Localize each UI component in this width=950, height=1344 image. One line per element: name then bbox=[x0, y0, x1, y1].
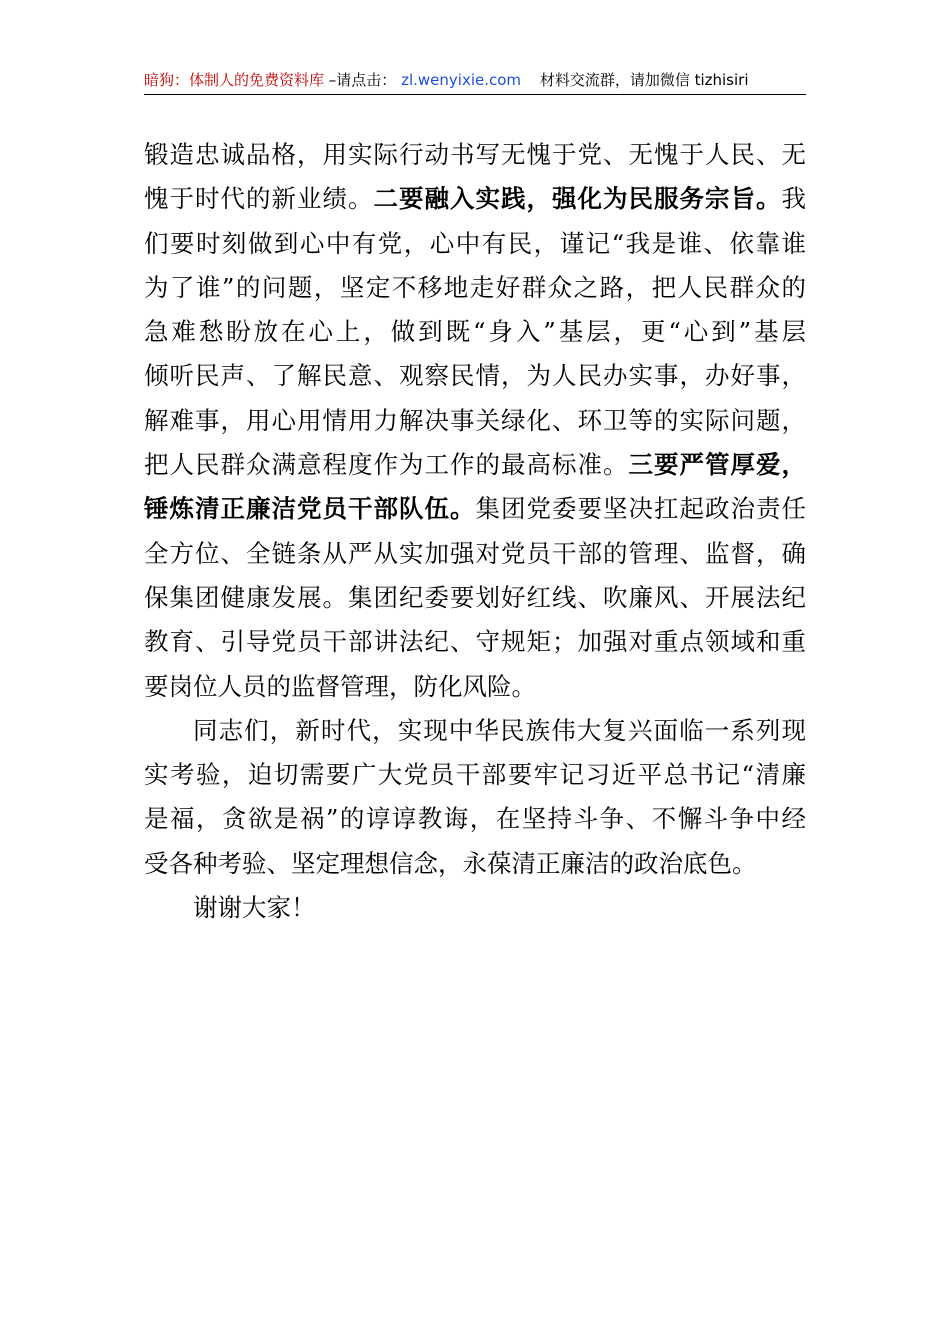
text-run: 把人民群众满意程度作为工作的最高标准。 bbox=[144, 450, 629, 480]
text-line: 受各种考验、坚定理想信念，永葆清正廉洁的政治底色。 bbox=[144, 848, 757, 878]
bold-heading-three-cont: 锤炼清正廉洁党员干部队伍。 bbox=[144, 494, 476, 524]
text-line: 要岗位人员的监督管理，防化风险。 bbox=[144, 671, 536, 701]
text-line: 为了谁”的问题，坚定不移地走好群众之路，把人民群众的 bbox=[144, 272, 806, 302]
text-run: 我 bbox=[781, 184, 806, 214]
page-header bbox=[144, 66, 806, 94]
text-line: 们要时刻做到心中有党，心中有民，谨记“我是谁、依靠谁 bbox=[144, 228, 806, 258]
header-divider bbox=[144, 94, 806, 95]
header-brand: 暗狗：体制人的免费资料库 bbox=[144, 71, 325, 89]
text-line bbox=[144, 177, 806, 221]
text-line: 是福，贪欲是祸”的谆谆教诲，在坚持斗争、不懈斗争中经 bbox=[144, 804, 806, 834]
text-run: 愧于时代的新业绩。 bbox=[144, 184, 374, 214]
header-click-prompt: –请点击： bbox=[328, 71, 397, 89]
text-line: 锻造忠诚品格，用实际行动书写无愧于党、无愧于人民、无 bbox=[144, 140, 806, 169]
text-line: 倾听民声、了解民意、观察民情，为人民办实事，办好事， bbox=[144, 361, 806, 391]
text-line: 解难事，用心用情用力解决事关绿化、环卫等的实际问题， bbox=[144, 405, 806, 435]
text-line bbox=[144, 487, 806, 531]
text-run: 集团党委要坚决扛起政治责任 bbox=[475, 494, 806, 524]
header-wechat-note: 材料交流群，请加微信 tizhisiri bbox=[539, 71, 749, 89]
text-line: 实考验，迫切需要广大党员干部要牢记习近平总书记“清廉 bbox=[144, 760, 806, 790]
bold-heading-three: 三要严管厚爱， bbox=[628, 450, 806, 480]
text-line: 全方位、全链条从严从实加强对党员干部的管理、监督，确 bbox=[144, 538, 806, 568]
text-line: 急难愁盼放在心上，做到既“身入”基层，更“心到”基层 bbox=[144, 317, 806, 347]
text-line: 保集团健康发展。集团纪委要划好红线、吹廉风、开展法纪 bbox=[144, 582, 806, 612]
text-line: 教育、引导党员干部讲法纪、守规矩；加强对重点领域和重 bbox=[144, 627, 806, 657]
closing-line: 谢谢大家！ bbox=[193, 893, 316, 923]
bold-heading-two: 二要融入实践，强化为民服务宗旨。 bbox=[373, 184, 782, 214]
text-line bbox=[144, 443, 806, 487]
body-text bbox=[144, 133, 806, 930]
header-link[interactable]: zl.wenyixie.com bbox=[401, 71, 522, 89]
text-line: 同志们，新时代，实现中华民族伟大复兴面临一系列现 bbox=[193, 715, 806, 745]
